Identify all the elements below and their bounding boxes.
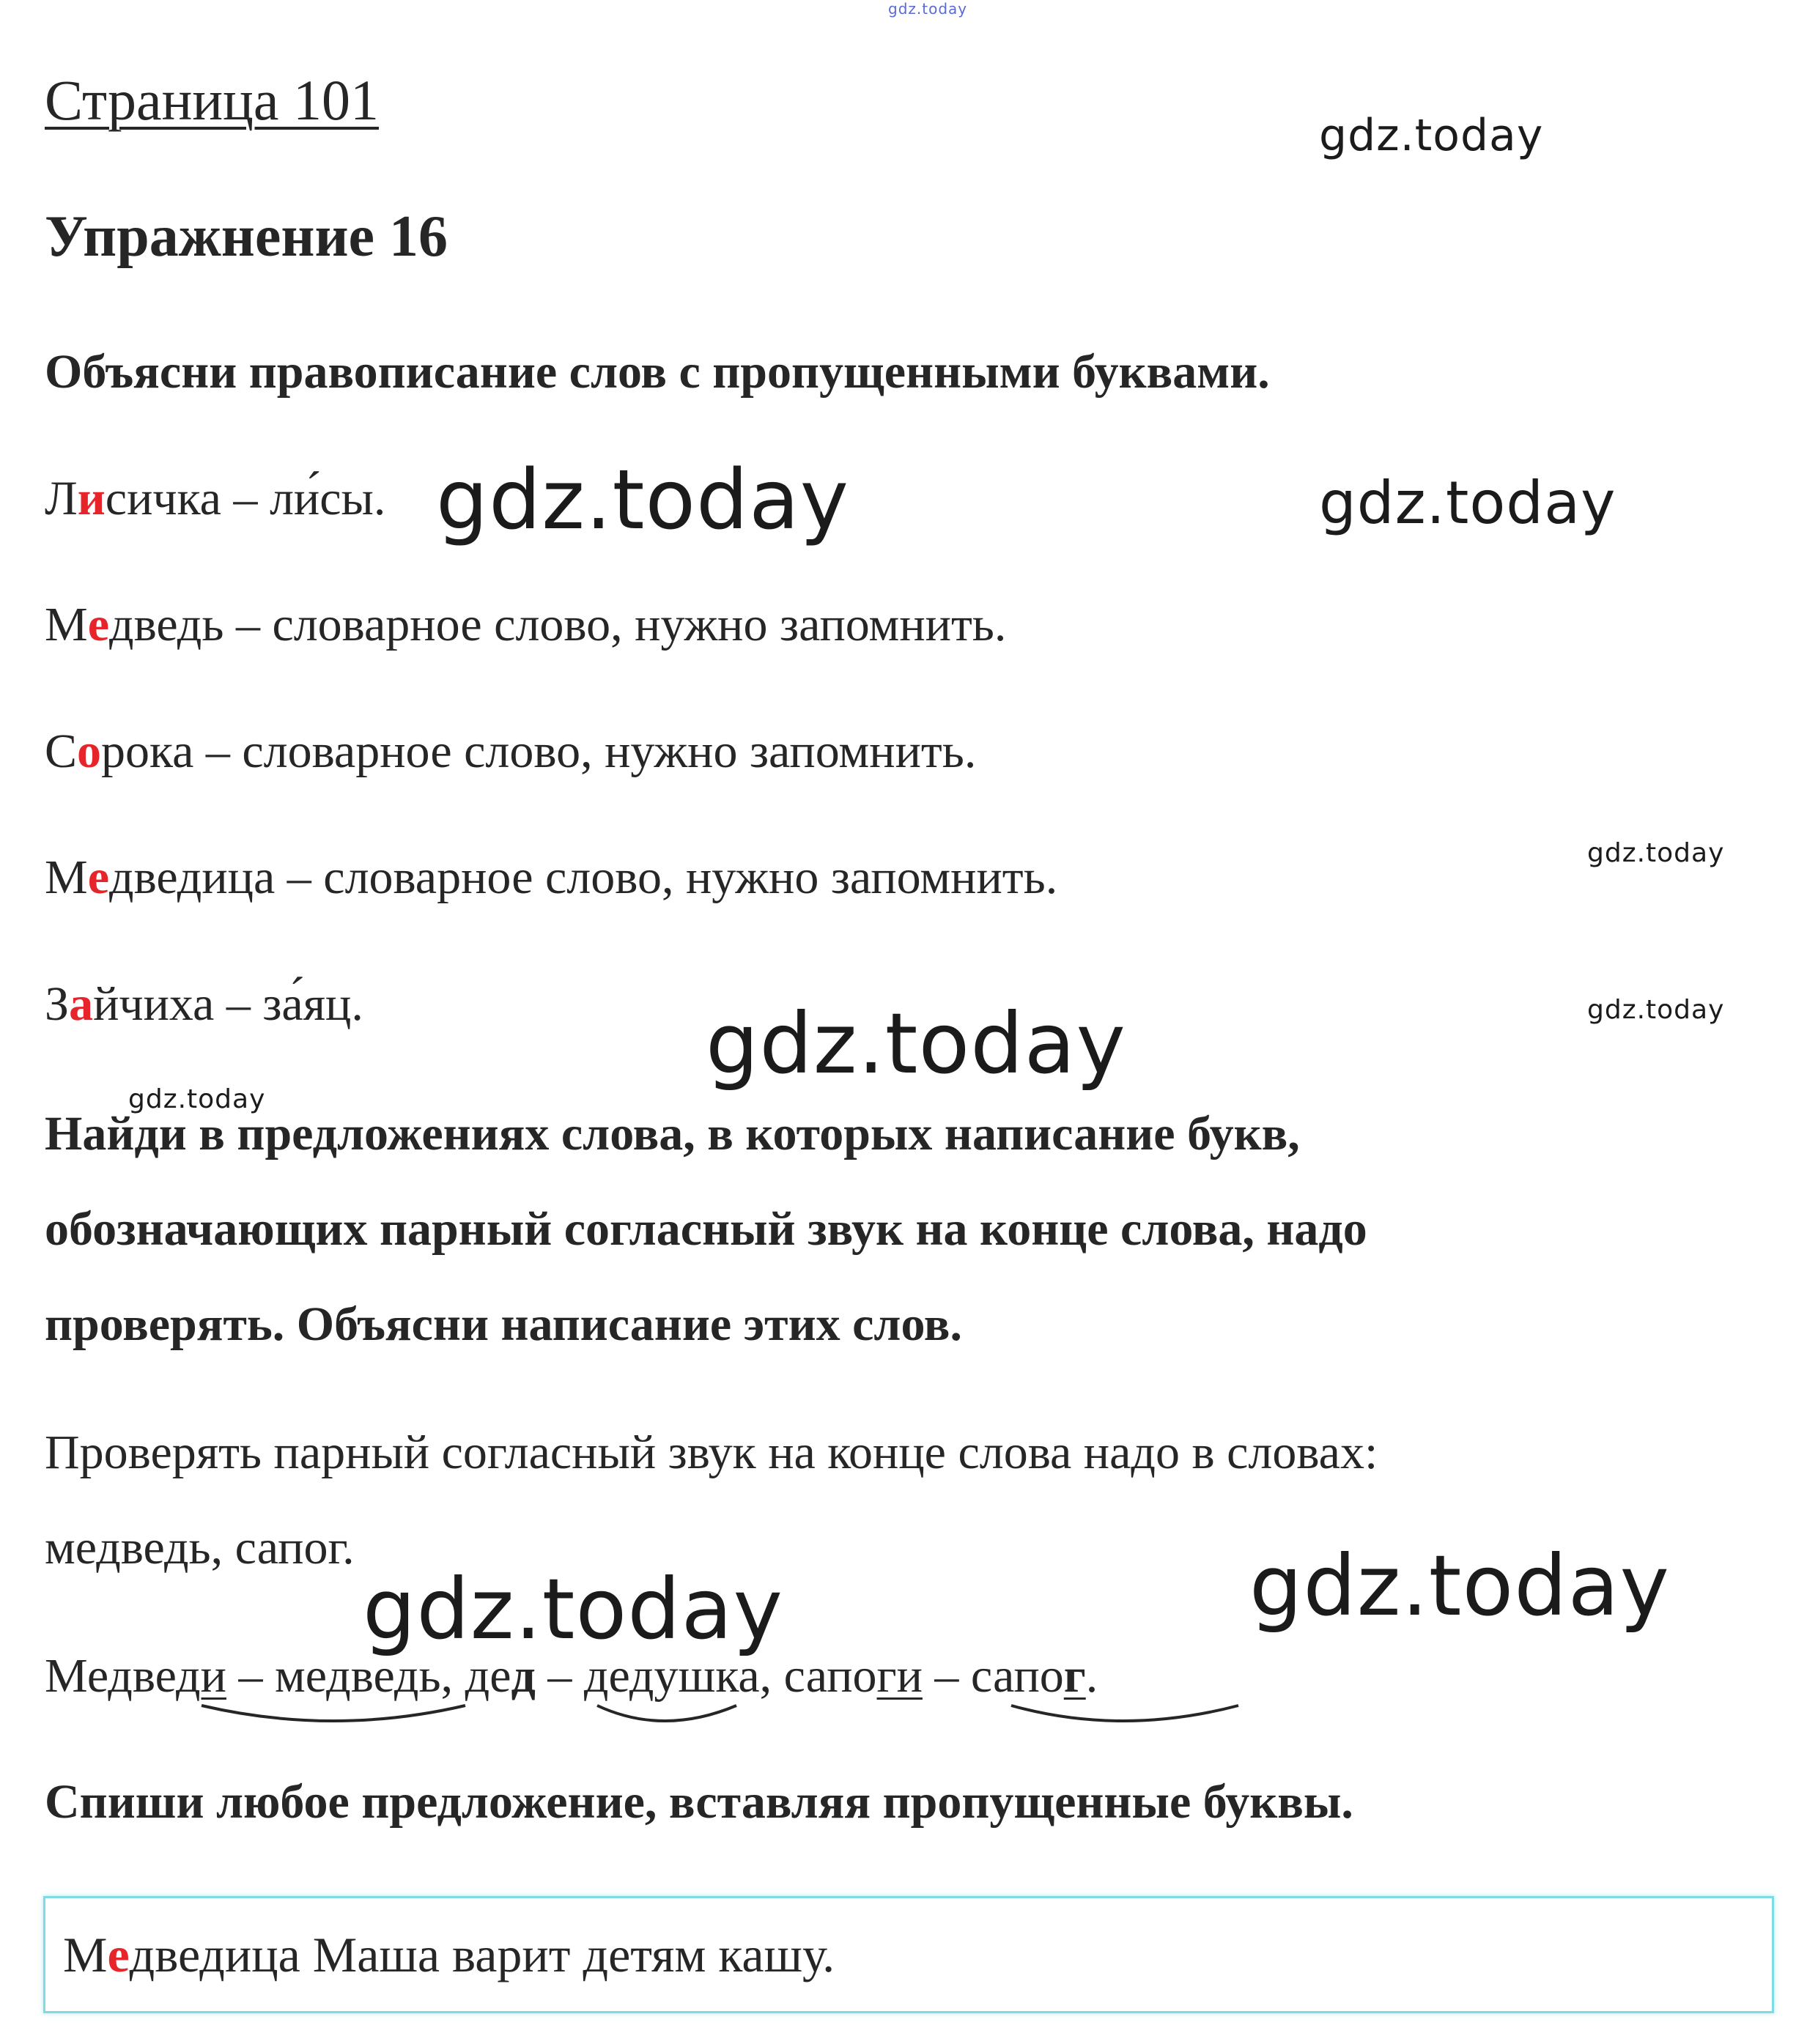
word-explanation-5: Зайчиха – за́яц. (45, 977, 363, 1031)
watermark: gdz.today (363, 1560, 783, 1658)
answer-2-line-1: Проверять парный согласный звук на конце слова надо в словах: (45, 1426, 1378, 1479)
arc-medvedi-medved (202, 1706, 465, 1721)
word-explanation-1: Лисичка – ли́сы. (45, 472, 386, 525)
word-explanation-2: Медведь – словарное слово, нужно запомнить. (45, 598, 1007, 651)
page-title: Страница 101 (45, 68, 380, 132)
task-instruction-2-line-2: обозначающих парный согласный звук на конце слова, надо (45, 1202, 1367, 1256)
arc-sapogi-sapog (1011, 1706, 1238, 1721)
exercise-title: Упражнение 16 (45, 204, 448, 269)
watermark: gdz.today (1587, 995, 1725, 1025)
watermark: gdz.today (1319, 469, 1616, 537)
answer-box (43, 1896, 1774, 2013)
watermark: gdz.today (706, 995, 1126, 1092)
arc-ded-dedushka (597, 1706, 736, 1721)
answer-2-line-2: медведь, сапог. (45, 1521, 355, 1574)
task-instruction-2-line-3: проверять. Объясни написание этих слов. (45, 1297, 962, 1351)
watermark: gdz.today (1249, 1537, 1670, 1634)
answer-sentence: Медведица Маша варит детям кашу. (63, 1927, 835, 1982)
watermark: gdz.today (436, 453, 850, 548)
task-instruction-3: Спиши любое предложение, вставляя пропущенные буквы. (45, 1775, 1353, 1829)
word-explanation-4: Медведица – словарное слово, нужно запомнить. (45, 851, 1058, 904)
task-instruction-1: Объясни правописание слов с пропущенными буквами. (45, 345, 1270, 399)
watermark: gdz.today (888, 0, 968, 18)
watermark: gdz.today (128, 1084, 266, 1114)
check-pairs-line: Медведи – медведь, дед – дедушка, сапоги – сапог. (45, 1649, 1098, 1703)
watermark: gdz.today (1587, 838, 1725, 868)
watermark: gdz.today (1319, 110, 1544, 161)
task-instruction-2-line-1: Найди в предложениях слова, в которых написание букв, (45, 1107, 1300, 1160)
word-explanation-3: Сорока – словарное слово, нужно запомнить. (45, 725, 977, 778)
